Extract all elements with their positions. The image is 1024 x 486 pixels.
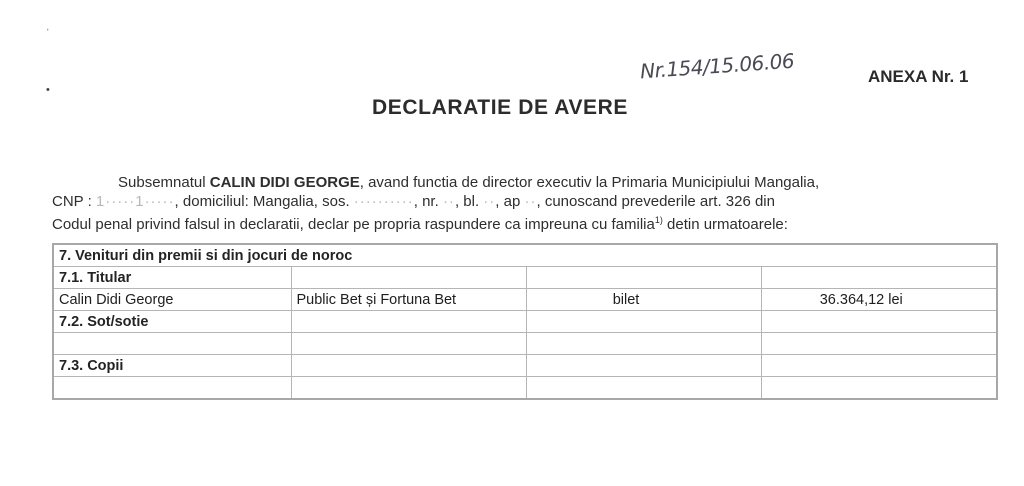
income-source-cell: Public Bet și Fortuna Bet xyxy=(291,289,526,311)
statement-penal-code: Codul penal privind falsul in declaratii, declar pe propria raspundere ca impreuna cu familia xyxy=(52,216,655,233)
subsection-heading-spouse: 7.2. Sot/sotie xyxy=(53,311,291,333)
declarant-function: , avand functia de director executiv la Primaria Municipiului Mangalia, xyxy=(359,174,820,191)
subsection-heading-row xyxy=(53,311,997,333)
section-heading: 7. Venituri din premii si din jocuri de noroc xyxy=(53,244,997,267)
declarant-name: CALIN DIDI GEORGE xyxy=(209,174,360,191)
income-amount-cell xyxy=(761,377,997,400)
subsection-heading-children: 7.3. Copii xyxy=(53,355,291,377)
beneficiary-cell xyxy=(53,333,291,355)
table-row xyxy=(53,289,997,311)
income-type-cell xyxy=(526,333,761,355)
scan-speck: • xyxy=(46,84,50,96)
empty-cell xyxy=(761,355,997,377)
statement-legal-reference: , cunoscand prevederile art. 326 din xyxy=(536,193,775,210)
nr-redacted: ·· xyxy=(442,193,455,210)
statement-prefix: Subsemnatul xyxy=(118,174,210,191)
statement-line-2 xyxy=(52,192,1002,211)
domicile-label: , domiciliul: Mangalia, sos. xyxy=(174,193,350,210)
subsection-heading-row xyxy=(53,267,997,289)
handwritten-registration-number: Nr.154/15.06.06 xyxy=(639,48,795,84)
empty-cell xyxy=(291,267,526,289)
empty-cell xyxy=(291,355,526,377)
cnp-redacted: 1·····1····· xyxy=(95,193,175,210)
gambling-income-table xyxy=(52,243,998,400)
empty-cell xyxy=(291,311,526,333)
empty-cell xyxy=(526,311,761,333)
income-type-cell xyxy=(526,377,761,400)
income-source-cell xyxy=(291,377,526,400)
nr-label: , nr. xyxy=(413,193,439,210)
statement-line-1 xyxy=(52,173,1002,192)
street-redacted: ·········· xyxy=(353,193,414,210)
empty-cell xyxy=(526,355,761,377)
document-title: DECLARATIE DE AVERE xyxy=(372,96,629,119)
bl-label: , bl. xyxy=(454,193,480,210)
annex-label: ANEXA Nr. 1 xyxy=(868,67,969,86)
statement-line-3 xyxy=(52,211,1002,234)
empty-cell xyxy=(761,311,997,333)
table-row xyxy=(53,333,997,355)
footnote-marker: 1) xyxy=(654,215,663,225)
statement-closing: detin urmatoarele: xyxy=(662,216,788,233)
empty-cell xyxy=(526,267,761,289)
income-amount-cell xyxy=(761,333,997,355)
subsection-heading-titular: 7.1. Titular xyxy=(53,267,291,289)
beneficiary-cell xyxy=(53,377,291,400)
scan-speck: ˈ xyxy=(46,28,50,40)
income-source-cell xyxy=(291,333,526,355)
section-heading-row xyxy=(53,244,997,267)
beneficiary-cell: Calin Didi George xyxy=(53,289,291,311)
bl-redacted: ·· xyxy=(483,193,496,210)
ap-redacted: ·· xyxy=(524,193,537,210)
cnp-label: CNP : xyxy=(52,193,96,210)
income-type-cell: bilet xyxy=(526,289,761,311)
declarant-statement xyxy=(52,173,1002,234)
income-amount-cell: 36.364,12 lei xyxy=(761,289,997,311)
ap-label: , ap xyxy=(495,193,521,210)
table-row xyxy=(53,377,997,400)
empty-cell xyxy=(761,267,997,289)
subsection-heading-row xyxy=(53,355,997,377)
